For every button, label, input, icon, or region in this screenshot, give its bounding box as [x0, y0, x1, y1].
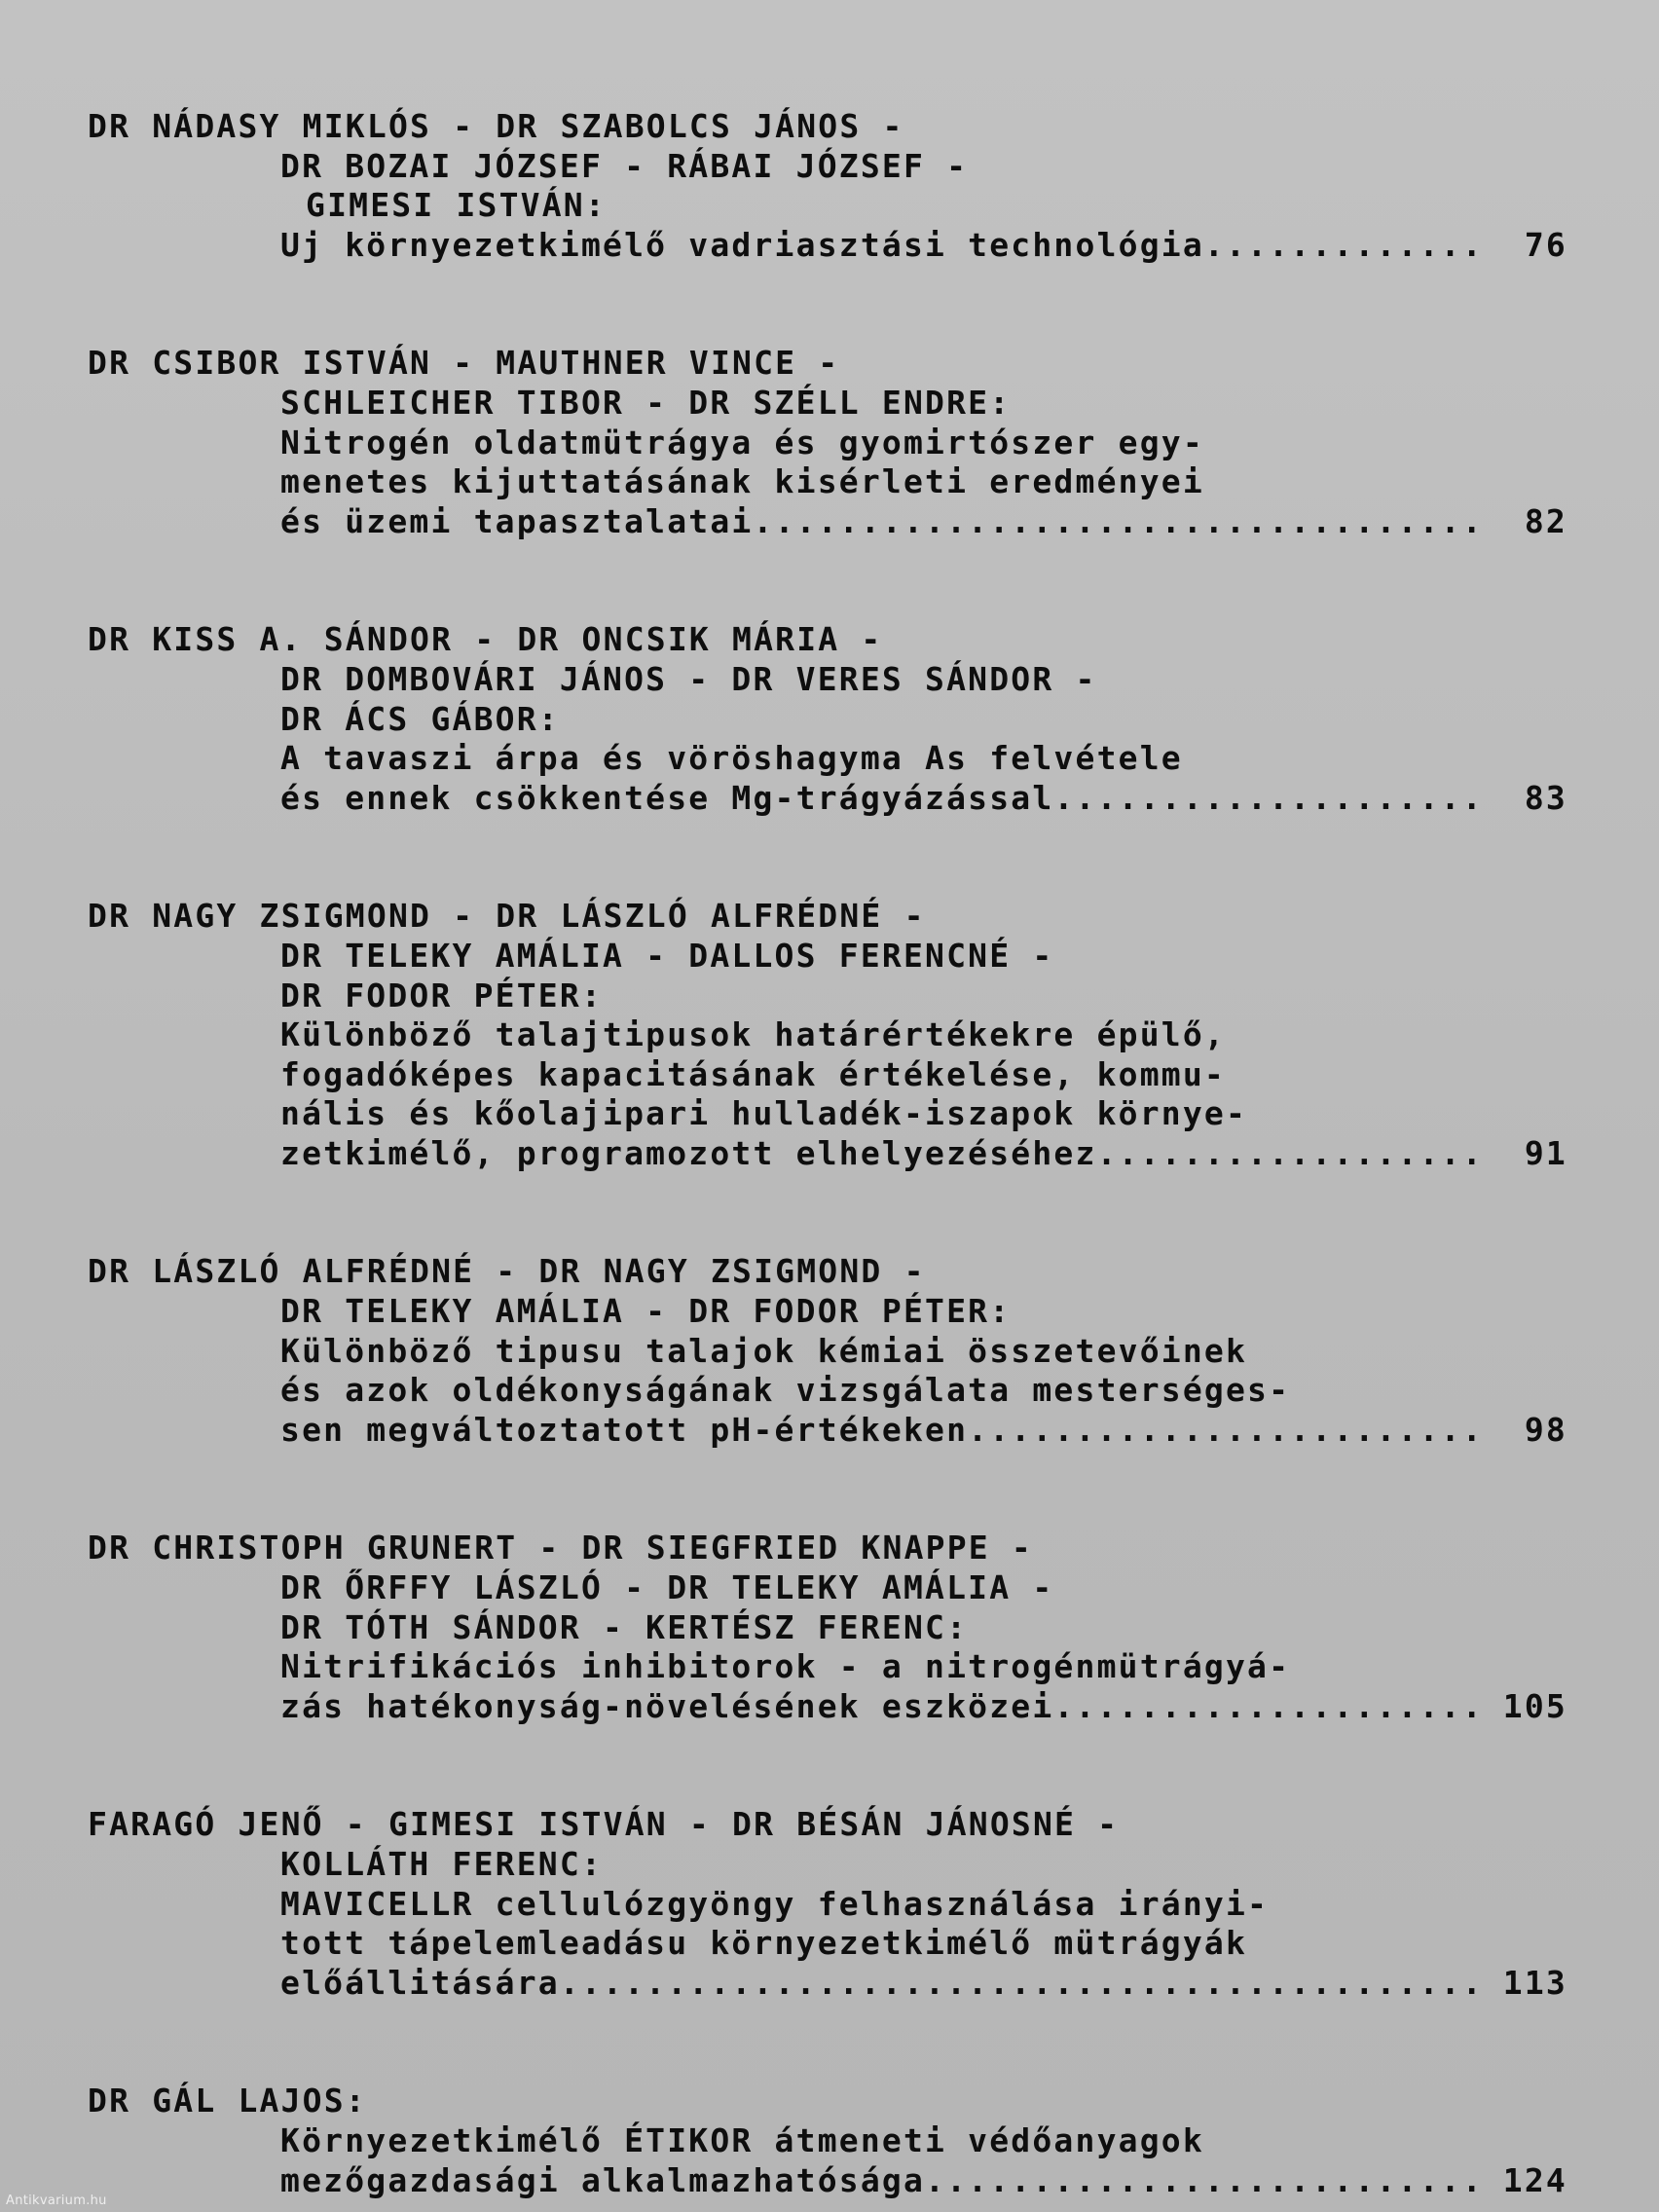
dot-leader: [560, 1964, 1484, 2004]
toc-title-last-line: [88, 2161, 1567, 2201]
title-line: Környezetkimélő ÉTIKOR átmeneti védőanyagok: [280, 2120, 1204, 2159]
toc-entry: [88, 2082, 1567, 2200]
dot-leader: [1204, 226, 1484, 266]
author-line: SCHLEICHER TIBOR - DR SZÉLL ENDRE:: [280, 383, 1012, 422]
toc-entry: [88, 107, 1567, 265]
toc-title-last-line: [88, 502, 1567, 542]
toc-entry: [88, 1529, 1567, 1726]
author-line: DR FODOR PÉTER:: [280, 976, 604, 1014]
toc-entry: [88, 620, 1567, 818]
title-line: Uj környezetkimélő vadriasztási technológia: [280, 225, 1204, 264]
page-number: 76: [1524, 225, 1567, 264]
author-line: DR BOZAI JÓZSEF - RÁBAI JÓZSEF -: [280, 146, 969, 185]
author-line: DR NÁDASY MIKLÓS - DR SZABOLCS JÁNOS -: [88, 107, 904, 145]
dot-leader: [1053, 779, 1484, 819]
title-line: és üzemi tapasztalatai: [280, 501, 754, 540]
toc-title-last-line: [88, 1134, 1567, 1174]
dot-leader: [925, 2161, 1484, 2201]
title-line: zás hatékonyság-növelésének eszközei: [280, 1686, 1054, 1725]
toc-title-last-line: [88, 1411, 1567, 1451]
page-number: 113: [1502, 1963, 1567, 2002]
toc-title-last-line: [88, 1964, 1567, 2004]
watermark: Antikvarium.hu: [6, 2194, 107, 2208]
title-line: mezőgazdasági alkalmazhatósága: [280, 2160, 926, 2199]
toc-entry: [88, 344, 1567, 541]
title-line: Nitrogén oldatmütrágya és gyomirtószer egy-: [280, 423, 1204, 461]
title-line: sen megváltoztatott pH-értékeken: [280, 1410, 969, 1449]
title-line: és azok oldékonyságának vizsgálata mesterséges-: [280, 1371, 1291, 1410]
title-line: tott tápelemleadásu környezetkimélő mütrágyák: [280, 1924, 1248, 1963]
author-line: DR NAGY ZSIGMOND - DR LÁSZLÓ ALFRÉDNÉ -: [88, 897, 926, 936]
title-line: nális és kőolajipari hulladék-iszapok környe-: [280, 1094, 1248, 1133]
author-line: GIMESI ISTVÁN:: [306, 186, 607, 225]
author-line: DR LÁSZLÓ ALFRÉDNÉ - DR NAGY ZSIGMOND -: [88, 1252, 926, 1291]
author-line: DR KISS A. SÁNDOR - DR ONCSIK MÁRIA -: [88, 620, 883, 659]
author-line: DR TELEKY AMÁLIA - DALLOS FERENCNÉ -: [280, 936, 1054, 975]
author-line: DR TÓTH SÁNDOR - KERTÉSZ FERENC:: [280, 1607, 969, 1646]
dot-leader: [1053, 1687, 1484, 1727]
page-number: 124: [1502, 2160, 1567, 2199]
page-number: 82: [1524, 501, 1567, 540]
dot-leader: [754, 502, 1485, 542]
author-line: DR ŐRFFY LÁSZLÓ - DR TELEKY AMÁLIA -: [280, 1568, 1054, 1607]
title-line: zetkimélő, programozott elhelyezéséhez: [280, 1133, 1097, 1172]
page-number: 98: [1524, 1410, 1567, 1449]
title-line: előállitására: [280, 1963, 560, 2002]
title-line: menetes kijuttatásának kisérleti eredményei: [280, 462, 1204, 501]
toc-title-last-line: [88, 1687, 1567, 1727]
title-line: Különböző talajtipusok határértékekre épülő,: [280, 1015, 1226, 1054]
title-line: MAVICELLR cellulózgyöngy felhasználása irányi-: [280, 1884, 1270, 1923]
table-of-contents: [88, 107, 1567, 2212]
title-line: A tavaszi árpa és vöröshagyma As felvétele: [280, 739, 1183, 778]
author-line: DR CSIBOR ISTVÁN - MAUTHNER VINCE -: [88, 344, 840, 383]
author-line: DR CHRISTOPH GRUNERT - DR SIEGFRIED KNAPPE -: [88, 1529, 1033, 1567]
toc-entry: [88, 1252, 1567, 1450]
author-line: DR GÁL LAJOS:: [88, 2082, 367, 2120]
author-line: DR DOMBOVÁRI JÁNOS - DR VERES SÁNDOR -: [280, 659, 1097, 698]
author-line: DR ÁCS GÁBOR:: [280, 699, 560, 738]
author-line: FARAGÓ JENŐ - GIMESI ISTVÁN - DR BÉSÁN JÁNOSNÉ -: [88, 1805, 1120, 1844]
title-line: fogadóképes kapacitásának értékelése, kommu-: [280, 1054, 1226, 1093]
dot-leader: [968, 1411, 1484, 1451]
title-line: Különböző tipusu talajok kémiai összetevőinek: [280, 1331, 1248, 1370]
page-number: 83: [1524, 778, 1567, 817]
author-line: DR TELEKY AMÁLIA - DR FODOR PÉTER:: [280, 1292, 1012, 1331]
title-line: és ennek csökkentése Mg-trágyázással: [280, 778, 1054, 817]
toc-entry: [88, 897, 1567, 1173]
author-line: KOLLÁTH FERENC:: [280, 1845, 604, 1883]
title-line: Nitrifikációs inhibitorok - a nitrogénmütrágyá-: [280, 1647, 1291, 1686]
dot-leader: [1097, 1134, 1484, 1174]
page-number: 105: [1502, 1686, 1567, 1725]
toc-title-last-line: [88, 226, 1567, 266]
toc-title-last-line: [88, 779, 1567, 819]
page-number: 91: [1524, 1133, 1567, 1172]
toc-entry: [88, 1805, 1567, 2003]
